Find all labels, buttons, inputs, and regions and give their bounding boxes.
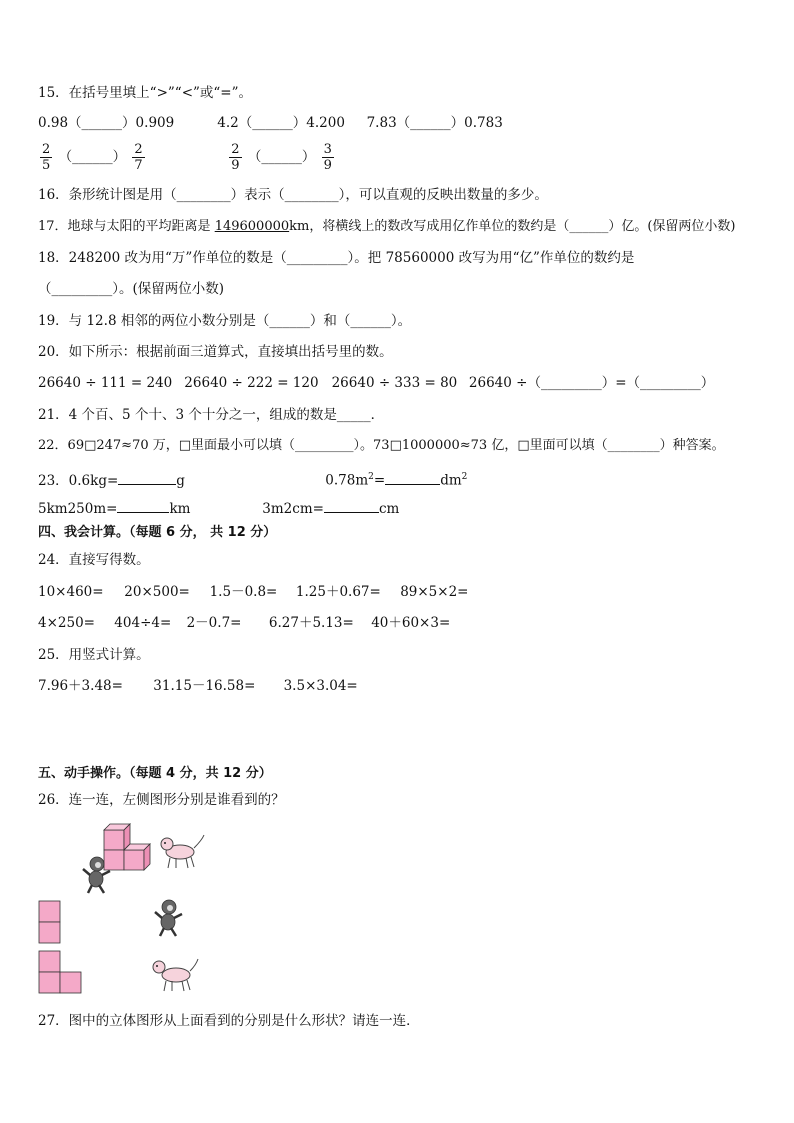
calc-item[interactable]: 6.27＋5.13= [268, 615, 354, 631]
calc-item[interactable]: 2－0.7= [186, 615, 242, 631]
dog-icon[interactable] [150, 955, 200, 995]
q15-item-3[interactable]: 7.83（______）0.783 [366, 115, 503, 131]
q20-eq-1: 26640 ÷ 111 = 240 [38, 375, 173, 391]
fraction-a: $\frac{2}{5}$ [42, 142, 51, 173]
fraction-a: $\frac{2}{9}$ [231, 142, 240, 173]
q27: 27．图中的立体图形从上面看到的分别是什么形状？请连一连． [38, 1013, 420, 1029]
q23-a[interactable]: 23．0.6kg= g [38, 472, 185, 489]
q15-row1 [38, 114, 503, 132]
q25-title: 25．用竖式计算。 [38, 647, 150, 663]
calc-item[interactable]: 1.5－0.8= [209, 584, 278, 600]
q23-c[interactable]: 5km250m= km [38, 501, 191, 517]
calc-item[interactable]: 404÷4= [114, 615, 172, 631]
vertical-calc-item[interactable]: 3.5×3.04= [283, 678, 358, 694]
front-view-shape-1[interactable] [38, 900, 62, 944]
q24-title: 24．直接写得数。 [38, 552, 150, 568]
fraction-b: $\frac{2}{7}$ [134, 142, 143, 173]
calc-item[interactable]: 20×500= [124, 584, 190, 600]
fraction-b: $\frac{3}{9}$ [323, 142, 332, 173]
q22[interactable]: 22．69□247≈70 万，□里面最小可以填（_________）。73□1000000≈73 亿，□里面可以填（________）种答案。 [38, 438, 725, 453]
q15-fraction-pair-1[interactable]: $\frac{2}{5}$ （______） $\frac{2}{7}$ [42, 142, 143, 173]
q24-row1 [38, 583, 468, 601]
vertical-calc-item[interactable]: 31.15－16.58= [153, 678, 256, 694]
q20-eq-2: 26640 ÷ 222 = 120 [184, 375, 319, 391]
section-5-heading: 五、动手操作。（每题 4 分，共 12 分） [38, 766, 272, 781]
q20-equations [38, 374, 714, 392]
q16[interactable]: 16．条形统计图是用（________）表示（________），可以直观的反映出数量的多少。 [38, 187, 548, 203]
q17[interactable]: 17．地球与太阳的平均距离是 149600000km，将横线上的数改写成用亿作单位的数约是（______）亿。(保留两位小数) [38, 219, 736, 234]
q23-row1 [38, 468, 467, 490]
calc-item[interactable]: 1.25＋0.67= [295, 584, 381, 600]
q18-line2[interactable]: （_________）。(保留两位小数) [38, 281, 225, 297]
q20-eq-4[interactable]: 26640 ÷（_________）=（_________） [468, 375, 715, 391]
calc-item[interactable]: 10×460= [38, 584, 104, 600]
q26: 26．连一连，左侧图形分别是谁看到的？ [38, 792, 285, 808]
monkey-icon[interactable] [152, 898, 186, 938]
q25-items [38, 677, 358, 695]
q18-line1[interactable]: 18．248200 改为用“万”作单位的数是（_________）。把 78560000 改写为用“亿”作单位的数约是 [38, 250, 635, 266]
calc-item[interactable]: 89×5×2= [400, 584, 469, 600]
q19[interactable]: 19．与 12.8 相邻的两位小数分别是（______）和（______）。 [38, 313, 412, 329]
calc-item[interactable]: 4×250= [38, 615, 95, 631]
monkey-icon[interactable] [80, 855, 114, 895]
q23-d[interactable]: 3m2cm= cm [262, 501, 400, 517]
side-view-shape-2[interactable] [38, 950, 84, 994]
q21[interactable]: 21．4 个百、5 个十、3 个十分之一，组成的数是_____． [38, 407, 385, 423]
vertical-calc-item[interactable]: 7.96＋3.48= [38, 678, 123, 694]
q15-fraction-pair-2[interactable]: $\frac{2}{9}$ （______） $\frac{3}{9}$ [231, 142, 332, 173]
q15-item-1[interactable]: 0.98（______）0.909 [38, 115, 175, 131]
section-4-heading: 四、我会计算。（每题 6 分， 共 12 分） [38, 525, 277, 540]
q23-row2 [38, 499, 399, 518]
q15-item-2[interactable]: 4.2（______）4.200 [217, 115, 345, 131]
q15-title: 15．在括号里填上“>”“<”或“=”。 [38, 85, 253, 101]
q20-eq-3: 26640 ÷ 333 = 80 [331, 375, 458, 391]
q24-row2 [38, 614, 450, 632]
q23-b[interactable]: $0.78m^2= dm^2$ [325, 472, 468, 489]
q15-row2 [38, 140, 336, 174]
dog-icon[interactable] [158, 832, 208, 872]
q20-title: 20．如下所示：根据前面三道算式，直接填出括号里的数。 [38, 344, 393, 360]
calc-item[interactable]: 40＋60×3= [371, 615, 451, 631]
